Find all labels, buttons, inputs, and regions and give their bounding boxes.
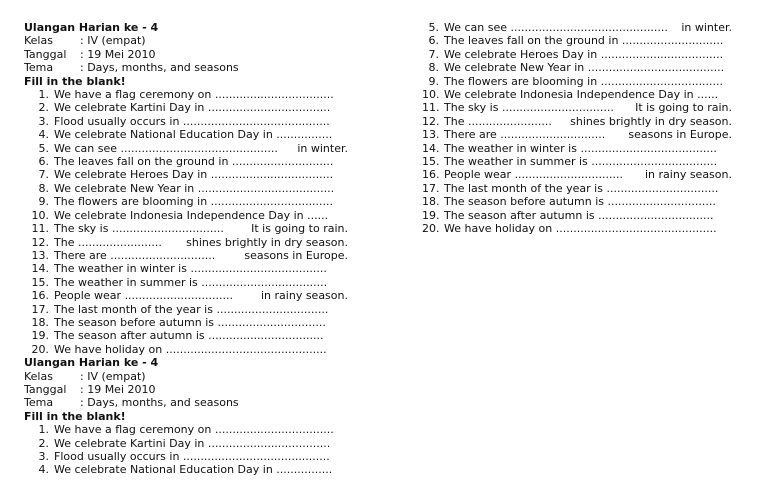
- question-item: 4. We celebrate National Education Day in ................: [38, 463, 333, 477]
- question-item: 17. The last month of the year is ................................: [31, 302, 329, 316]
- question-item: 9. The flowers are blooming in ...................................: [428, 74, 724, 88]
- question-item: 19. The season after autumn is .................................: [31, 329, 324, 343]
- question-item: 13. There are .............................. seasons in Europe.: [422, 128, 732, 142]
- question-item: 14. The weather in winter is .......................................: [422, 141, 717, 155]
- question-item: 11. The sky is ................................ It is going to rain.: [422, 101, 732, 115]
- kelas-row: Kelas : IV (empat): [24, 34, 146, 48]
- question-item: 6. The leaves fall on the ground in .............................: [38, 155, 334, 169]
- question-item: 20. We have holiday on ..............................................: [31, 342, 327, 356]
- question-item: 16. People wear ............................... in rainy season.: [422, 168, 732, 182]
- question-item: 14. The weather in winter is .......................................: [31, 262, 327, 276]
- question-item: 20. We have holiday on ..............................................: [422, 222, 717, 236]
- question-item: 5. We can see ............................................. in winter.: [428, 21, 732, 34]
- question-item: 12. The ........................ shines brightly in dry season.: [422, 114, 732, 128]
- question-item: 8. We celebrate New Year in .......................................: [38, 181, 335, 195]
- question-item: 8. We celebrate New Year in .......................................: [428, 61, 725, 75]
- question-item: 18. The season before autumn is ...............................: [31, 315, 326, 329]
- question-item: 1. We have a flag ceremony on ..................................: [38, 423, 334, 437]
- page-title: Ulangan Harian ke - 4: [24, 21, 159, 34]
- question-item: 16. People wear ............................... in rainy season.: [31, 289, 348, 303]
- question-item: 10. We celebrate Indonesia Independence Day in ......: [31, 208, 329, 222]
- tanggal-row: Tanggal : 19 Mei 2010: [24, 382, 156, 396]
- page-title-repeat: Ulangan Harian ke - 4: [24, 356, 159, 370]
- question-list: [24, 88, 348, 356]
- question-item: 15. The weather in summer is ....................................: [31, 275, 328, 289]
- question-item: 1. We have a flag ceremony on ..................................: [38, 88, 334, 102]
- tema-row: Tema : Days, months, and seasons: [24, 61, 239, 75]
- question-item: 13. There are .............................. seasons in Europe.: [31, 248, 348, 262]
- instruction-repeat: Fill in the blank!: [24, 409, 126, 423]
- left-column: [24, 21, 348, 477]
- question-item: 7. We celebrate Heroes Day in ...................................: [38, 168, 334, 182]
- question-item: 4. We celebrate National Education Day in ................: [38, 128, 333, 142]
- kelas-row: Kelas : IV (empat): [24, 369, 146, 383]
- question-item: 2. We celebrate Kartini Day in ...................................: [38, 436, 331, 450]
- question-item: 18. The season before autumn is ...............................: [422, 195, 716, 209]
- question-item: 9. The flowers are blooming in ...................................: [38, 195, 334, 209]
- question-item: 19. The season after autumn is .................................: [422, 208, 714, 222]
- question-item: 2. We celebrate Kartini Day in ...................................: [38, 101, 331, 115]
- tema-row: Tema : Days, months, and seasons: [24, 396, 239, 410]
- question-item: 17. The last month of the year is ................................: [422, 181, 719, 195]
- question-list-continued: [422, 21, 732, 236]
- question-item: 7. We celebrate Heroes Day in ...................................: [428, 47, 724, 61]
- question-item: 11. The sky is ................................ It is going to rain.: [31, 222, 348, 236]
- instruction: Fill in the blank!: [24, 74, 126, 88]
- right-column: [422, 21, 732, 236]
- question-item: 3. Flood usually occurs in ..........................................: [38, 114, 330, 128]
- question-item: 15. The weather in summer is ....................................: [422, 155, 718, 169]
- question-item: 10. We celebrate Indonesia Independence Day in ......: [422, 88, 719, 102]
- question-item: 6. The leaves fall on the ground in .............................: [428, 34, 724, 48]
- tanggal-row: Tanggal : 19 Mei 2010: [24, 47, 156, 61]
- question-list-repeat: [24, 423, 348, 477]
- question-item: 12. The ........................ shines brightly in dry season.: [31, 235, 348, 249]
- question-item: 3. Flood usually occurs in ..........................................: [38, 450, 330, 463]
- question-item: 5. We can see ............................................. in winter.: [38, 141, 348, 155]
